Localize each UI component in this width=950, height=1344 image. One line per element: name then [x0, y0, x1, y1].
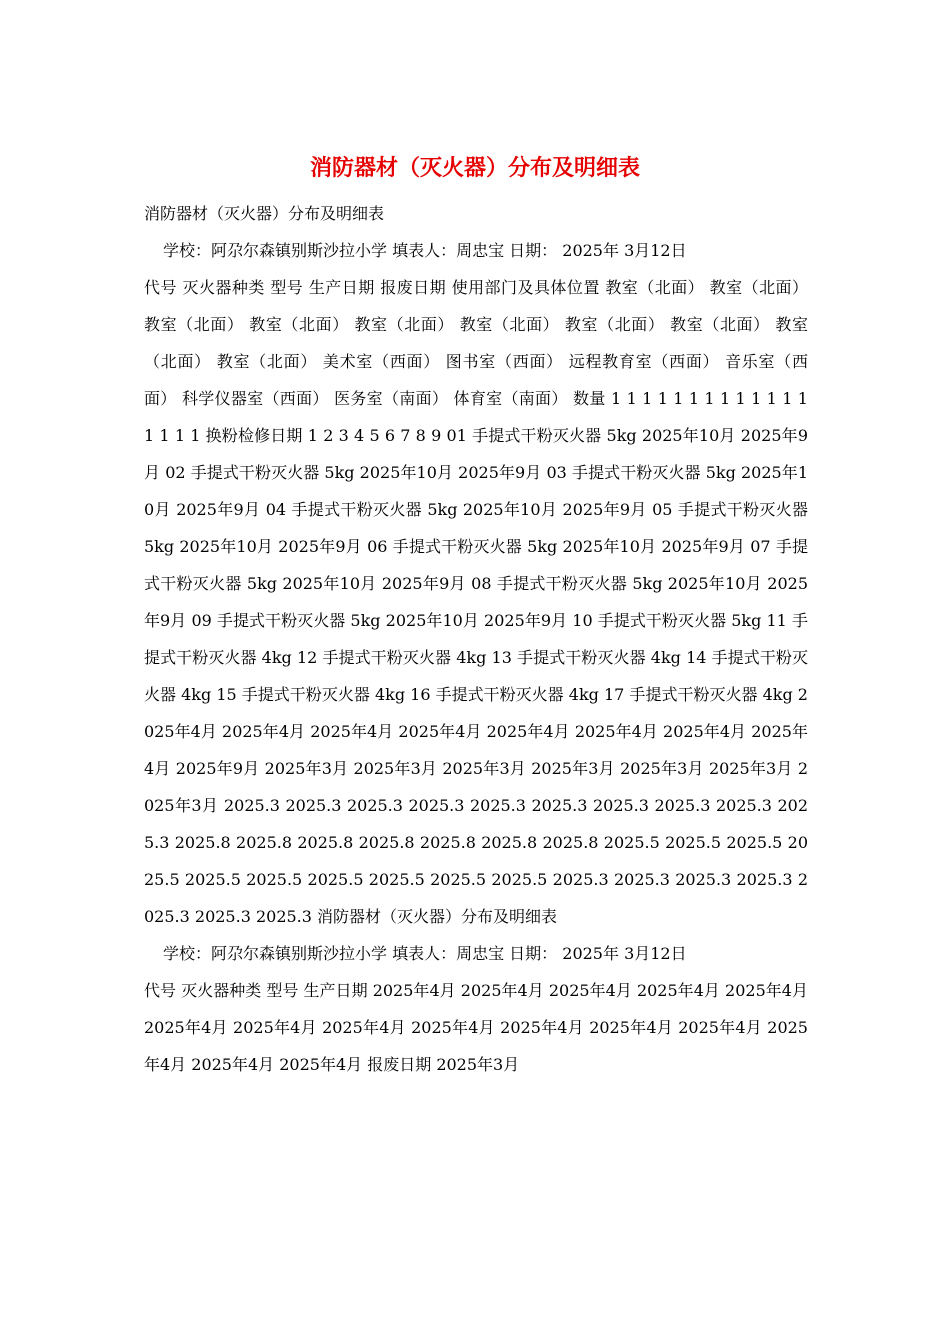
document-title: 消防器材（灭火器）分布及明细表 — [309, 155, 640, 181]
school-header-line: 学校：阿尕尔森镇别斯沙拉小学 填表人：周忠宝 日期： 2025年 3月12日 — [163, 241, 687, 260]
document-body — [144, 195, 808, 1083]
table-text-block-repeat: 代号 灭火器种类 型号 生产日期 2025年4月 2025年4月 2025年4月 2025年4月 2025年4月 2025年4月 2025年4月 2025年4月 2025年4月 2025年4月 2025年4月 2025年4月 2025年4月 2025年4月 2025年4月 报废日期 2025年3月 — [144, 981, 808, 1074]
table-text-block: 代号 灭火器种类 型号 生产日期 报废日期 使用部门及具体位置 教室（北面） 教室（北面） 教室（北面） 教室（北面） 教室（北面） 教室（北面） 教室（北面） 教室（北面） 教室（北面） 教室（北面） 美术室（西面） 图书室（西面） 远程教育室（西面） 音乐室（西面） 科学仪器室（西面） 医务室（南面） 体育室（南面） 数量 1 1 1 1 1 1 1 1 1 1 1 1 1 1 1 1 1 换粉检修日期 1 2 3 4 5 6 7 8 9 01 手提式干粉灭火器 5kg 2025年10月 2025年9月 02 手提式干粉灭火器 5kg 2025年10月 2025年9月 03 手提式干粉灭火器 5kg 2025年10月 2025年9月 04 手提式干粉灭火器 5kg 2025年10月 2025年9月 05 手提式干粉灭火器 5kg 2025年10月 2025年9月 06 手提式干粉灭火器 5kg 2025年10月 2025年9月 07 手提式干粉灭火器 5kg 2025年10月 2025年9月 08 手提式干粉灭火器 5kg 2025年10月 2025年9月 09 手提式干粉灭火器 5kg 2025年10月 2025年9月 10 手提式干粉灭火器 5kg 11 手提式干粉灭火器 4kg 12 手提式干粉灭火器 4kg 13 手提式干粉灭火器 4kg 14 手提式干粉灭火器 4kg 15 手提式干粉灭火器 4kg 16 手提式干粉灭火器 4kg 17 手提式干粉灭火器 4kg 2025年4月 2025年4月 2025年4月 2025年4月 2025年4月 2025年4月 2025年4月 2025年4月 2025年9月 2025年3月 2025年3月 2025年3月 2025年3月 2025年3月 2025年3月 2025年3月 2025.3 2025.3 2025.3 2025.3 2025.3 2025.3 2025.3 2025.3 2025.3 2025.3 2025.8 2025.8 2025.8 2025.8 2025.8 2025.8 2025.8 2025.5 2025.5 2025.5 2025.5 2025.5 2025.5 2025.5 2025.5 2025.5 2025.5 2025.3 2025.3 2025.3 2025.3 2025.3 2025.3 2025.3 消防器材（灭火器）分布及明细表 — [144, 278, 808, 926]
document-subtitle: 消防器材（灭火器）分布及明细表 — [144, 204, 385, 223]
school-header-line-repeat: 学校：阿尕尔森镇别斯沙拉小学 填表人：周忠宝 日期： 2025年 3月12日 — [163, 944, 687, 963]
